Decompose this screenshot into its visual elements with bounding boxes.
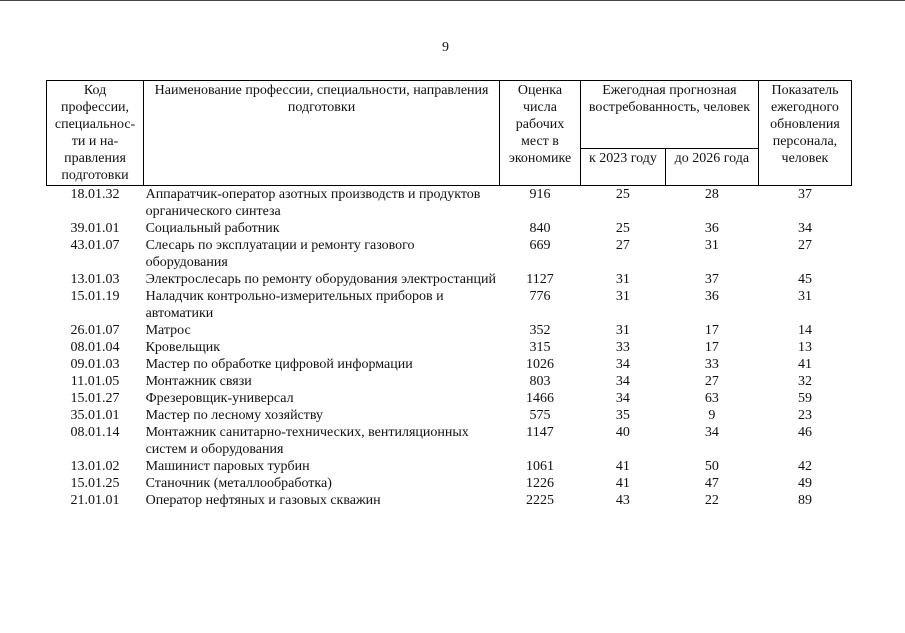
cell-to-2023: 40 xyxy=(615,425,630,440)
header-demand-group: Ежегодная прогнозная востребованность, человек xyxy=(580,81,758,149)
cell-code: 11.01.05 xyxy=(70,374,120,389)
table-row xyxy=(47,424,852,458)
cell-jobs: 1061 xyxy=(525,459,554,474)
cell-code: 39.01.01 xyxy=(70,221,120,236)
table-row xyxy=(47,339,852,356)
cell-code: 09.01.03 xyxy=(70,357,120,372)
cell-code: 08.01.04 xyxy=(70,340,120,355)
cell-to-2023: 41 xyxy=(615,476,630,491)
cell-renewal: 37 xyxy=(797,187,812,202)
cell-jobs: 1466 xyxy=(525,391,554,406)
cell-jobs: 1226 xyxy=(525,476,554,491)
table-row xyxy=(47,390,852,407)
cell-renewal: 34 xyxy=(797,221,812,236)
cell-code: 15.01.25 xyxy=(70,476,120,491)
cell-to-2023: 31 xyxy=(615,323,630,338)
cell-name: Слесарь по эксплуатации и ремонту газового оборудования xyxy=(145,238,415,270)
cell-code: 08.01.14 xyxy=(70,425,120,440)
cell-to-2026: 36 xyxy=(704,221,719,236)
cell-renewal: 42 xyxy=(797,459,812,474)
cell-renewal: 14 xyxy=(797,323,812,338)
cell-code: 15.01.27 xyxy=(70,391,120,406)
table-header xyxy=(47,81,852,186)
cell-jobs: 2225 xyxy=(525,493,554,508)
cell-name: Матрос xyxy=(145,323,191,338)
cell-jobs: 315 xyxy=(529,340,551,355)
cell-renewal: 41 xyxy=(797,357,812,372)
cell-code: 35.01.01 xyxy=(70,408,120,423)
cell-name: Машинист паровых турбин xyxy=(145,459,310,474)
cell-jobs: 669 xyxy=(529,238,551,253)
cell-to-2023: 25 xyxy=(615,187,630,202)
table-row xyxy=(47,407,852,424)
cell-code: 43.01.07 xyxy=(70,238,120,253)
cell-to-2023: 43 xyxy=(615,493,630,508)
cell-jobs: 575 xyxy=(529,408,551,423)
cell-to-2026: 36 xyxy=(704,289,719,304)
cell-name: Оператор нефтяных и газовых скважин xyxy=(145,493,381,508)
cell-renewal: 31 xyxy=(797,289,812,304)
cell-to-2026: 22 xyxy=(704,493,719,508)
cell-name: Мастер по обработке цифровой информации xyxy=(145,357,413,372)
table-row xyxy=(47,288,852,322)
cell-renewal: 23 xyxy=(797,408,812,423)
cell-jobs: 916 xyxy=(529,187,551,202)
cell-renewal: 46 xyxy=(797,425,812,440)
header-to-2023: к 2023 году xyxy=(580,149,665,186)
cell-to-2026: 47 xyxy=(704,476,719,491)
cell-code: 26.01.07 xyxy=(70,323,120,338)
table-row xyxy=(47,186,852,221)
header-renewal: Показатель ежегодного обновления персонала, человек xyxy=(758,81,851,186)
cell-to-2026: 63 xyxy=(704,391,719,406)
cell-name: Кровельщик xyxy=(145,340,221,355)
header-to-2026: до 2026 года xyxy=(665,149,758,186)
cell-name: Монтажник связи xyxy=(145,374,252,389)
cell-code: 13.01.02 xyxy=(70,459,120,474)
cell-renewal: 13 xyxy=(797,340,812,355)
cell-renewal: 49 xyxy=(797,476,812,491)
cell-to-2023: 34 xyxy=(615,391,630,406)
table-row xyxy=(47,492,852,509)
cell-renewal: 32 xyxy=(797,374,812,389)
header-code: Код профессии, специальнос-ти и на-правления подготовки xyxy=(47,81,144,186)
table-row xyxy=(47,458,852,475)
cell-to-2023: 25 xyxy=(615,221,630,236)
cell-to-2026: 17 xyxy=(704,340,719,355)
cell-to-2023: 34 xyxy=(615,357,630,372)
cell-jobs: 1026 xyxy=(525,357,554,372)
cell-jobs: 840 xyxy=(529,221,551,236)
cell-to-2026: 28 xyxy=(704,187,719,202)
cell-to-2023: 34 xyxy=(615,374,630,389)
table-row xyxy=(47,220,852,237)
cell-to-2023: 31 xyxy=(615,272,630,287)
cell-to-2026: 17 xyxy=(704,323,719,338)
table-row xyxy=(47,237,852,271)
cell-to-2023: 41 xyxy=(615,459,630,474)
header-jobs: Оценка числа рабочих мест в экономике xyxy=(500,81,581,186)
cell-name: Монтажник санитарно-технических, вентиляционных систем и оборудования xyxy=(145,425,469,457)
page-number: 9 xyxy=(442,40,449,55)
cell-jobs: 1127 xyxy=(526,272,554,287)
cell-renewal: 27 xyxy=(797,238,812,253)
cell-name: Фрезеровщик-универсал xyxy=(145,391,294,406)
cell-name: Социальный работник xyxy=(145,221,280,236)
cell-name: Аппаратчик-оператор азотных производств и продуктов органического синтеза xyxy=(145,187,481,219)
cell-to-2026: 34 xyxy=(704,425,719,440)
cell-jobs: 803 xyxy=(529,374,551,389)
cell-to-2026: 50 xyxy=(704,459,719,474)
cell-code: 21.01.01 xyxy=(70,493,120,508)
cell-to-2023: 27 xyxy=(615,238,630,253)
cell-name: Мастер по лесному хозяйству xyxy=(145,408,324,423)
cell-name: Станочник (металлообработка) xyxy=(145,476,332,491)
cell-to-2026: 33 xyxy=(704,357,719,372)
table-body xyxy=(47,186,852,510)
cell-renewal: 59 xyxy=(797,391,812,406)
professions-table xyxy=(46,80,852,509)
table-row xyxy=(47,271,852,288)
cell-jobs: 352 xyxy=(529,323,551,338)
table-row xyxy=(47,322,852,339)
cell-to-2026: 31 xyxy=(704,238,719,253)
cell-to-2026: 27 xyxy=(704,374,719,389)
table-row xyxy=(47,475,852,492)
cell-jobs: 776 xyxy=(529,289,551,304)
top-edge-line xyxy=(0,0,905,1)
cell-code: 15.01.19 xyxy=(70,289,120,304)
cell-to-2023: 35 xyxy=(615,408,630,423)
header-name: Наименование профессии, специальности, направления подготовки xyxy=(144,81,500,186)
table-row xyxy=(47,356,852,373)
cell-renewal: 45 xyxy=(797,272,812,287)
cell-to-2023: 31 xyxy=(615,289,630,304)
cell-name: Электрослесарь по ремонту оборудования электростанций xyxy=(145,272,496,287)
cell-to-2023: 33 xyxy=(615,340,630,355)
cell-name: Наладчик контрольно-измерительных приборов и автоматики xyxy=(145,289,444,321)
cell-renewal: 89 xyxy=(797,493,812,508)
cell-code: 13.01.03 xyxy=(70,272,120,287)
cell-code: 18.01.32 xyxy=(70,187,120,202)
cell-to-2026: 37 xyxy=(704,272,719,287)
cell-jobs: 1147 xyxy=(526,425,554,440)
cell-to-2026: 9 xyxy=(708,408,716,423)
table-row xyxy=(47,373,852,390)
